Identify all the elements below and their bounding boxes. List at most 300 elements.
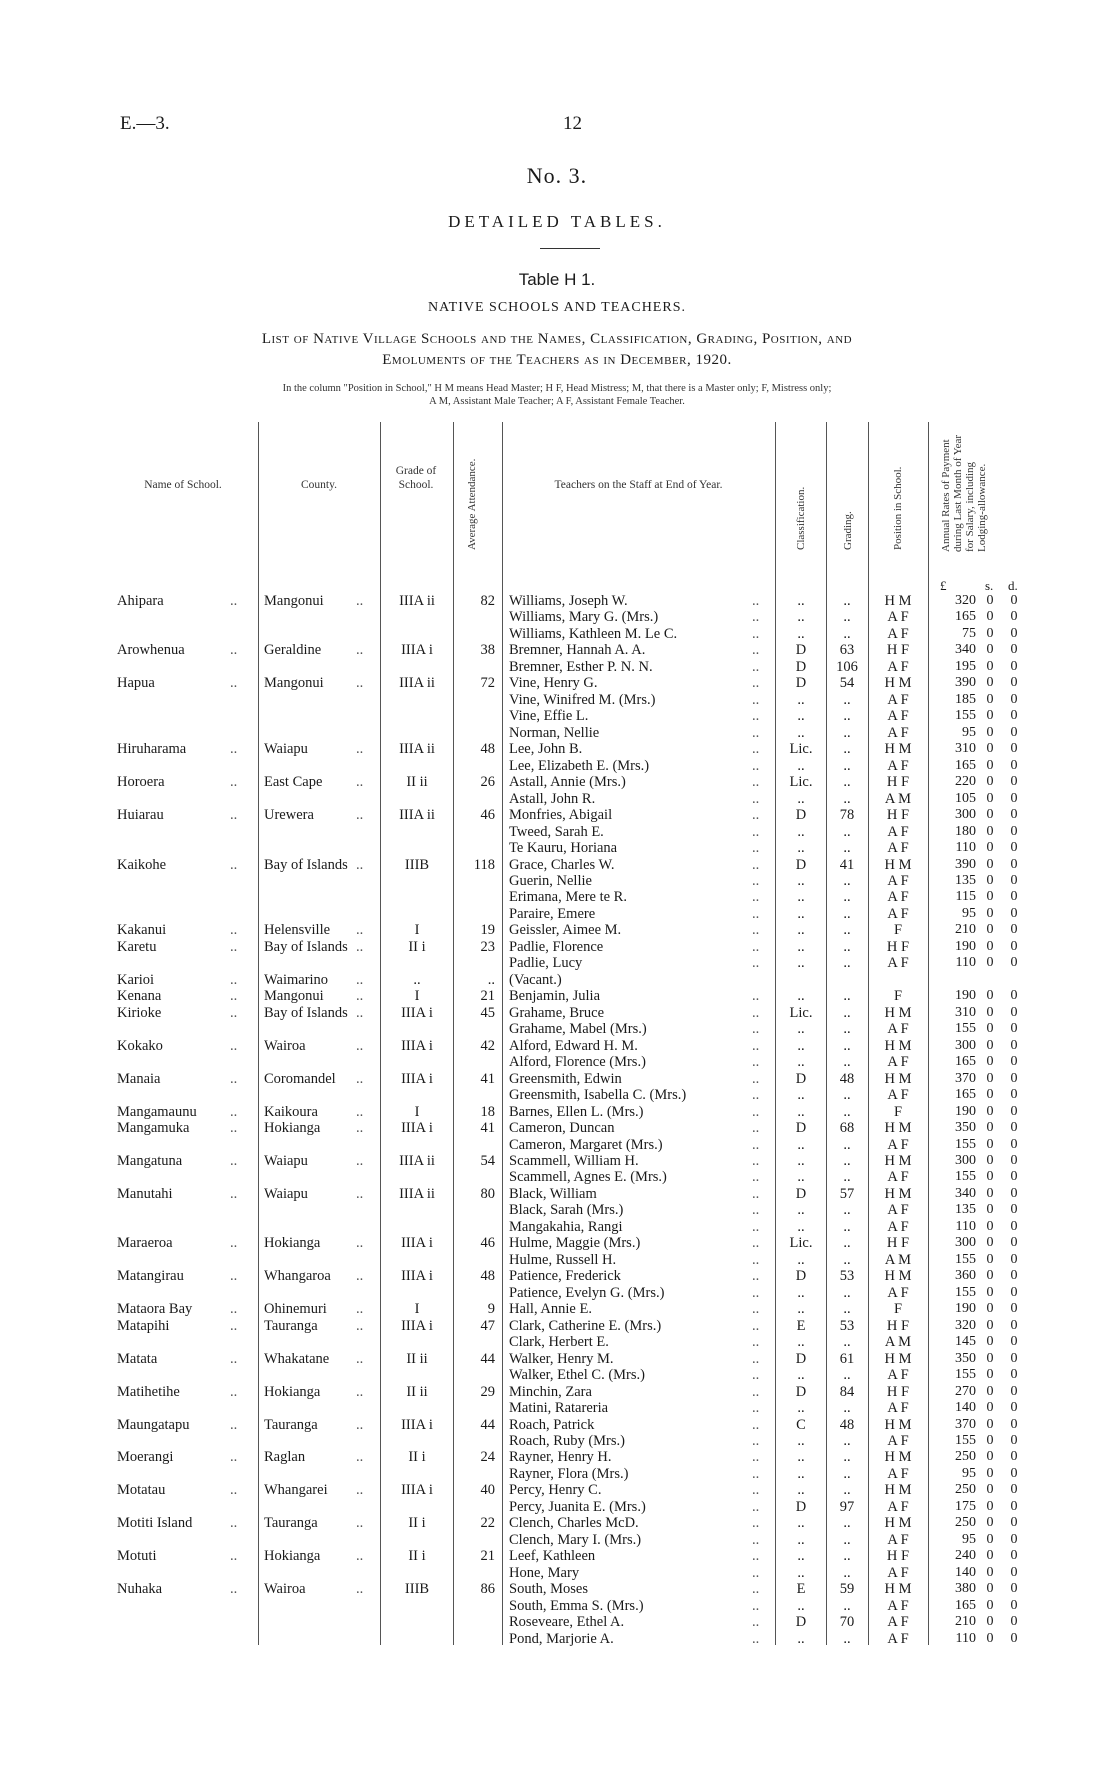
school-county: Bay of Islands: [264, 938, 348, 955]
teacher-name: Black, Sarah (Mrs.): [509, 1202, 624, 1219]
salary-pence: 0: [1010, 1383, 1018, 1399]
salary-shillings: 0: [986, 1400, 994, 1416]
school-county: Mangonui: [264, 593, 324, 609]
school-county: Coromandel: [264, 1070, 336, 1087]
teacher-position: A F: [887, 757, 909, 774]
leader-dots: ..: [752, 840, 760, 857]
teacher-classification: ..: [797, 1515, 805, 1532]
salary-shillings: 0: [986, 988, 994, 1004]
salary-shillings: 0: [986, 790, 994, 806]
salary-shillings: 0: [986, 1185, 994, 1201]
teacher-name: Hulme, Maggie (Mrs.): [509, 1235, 641, 1252]
teacher-classification: ..: [797, 922, 805, 939]
teacher-classification: ..: [797, 1087, 805, 1104]
school-attendance: ..: [487, 971, 495, 988]
school-attendance: 72: [480, 675, 495, 692]
teacher-classification: ..: [797, 1400, 805, 1417]
leader-dots: ..: [356, 741, 364, 758]
teacher-grading: ..: [843, 1284, 851, 1301]
school-attendance: 46: [480, 1235, 495, 1252]
salary-shillings: 0: [986, 691, 994, 707]
leader-dots: ..: [752, 1383, 760, 1400]
school-attendance: 118: [473, 856, 495, 873]
teacher-grading: ..: [843, 1054, 851, 1071]
salary-shillings: 0: [986, 1054, 994, 1070]
leader-dots: ..: [752, 1218, 760, 1235]
teacher-name: Scammell, Agnes E. (Mrs.): [509, 1169, 667, 1186]
leader-dots: ..: [752, 889, 760, 906]
school-grade: I: [414, 922, 420, 939]
teacher-grading: ..: [843, 1334, 851, 1351]
salary-pounds: 105: [955, 790, 976, 806]
teacher-classification: ..: [797, 1548, 805, 1565]
leader-dots: ..: [752, 1284, 760, 1301]
school-county: Waiapu: [264, 741, 308, 758]
leader-dots: ..: [752, 1367, 760, 1384]
teacher-name: Geissler, Aimee M.: [509, 922, 622, 939]
salary-pence: 0: [1010, 1120, 1018, 1136]
leader-dots: ..: [230, 1070, 238, 1087]
leader-dots: ..: [752, 1103, 760, 1120]
school-name: Huiarau: [117, 807, 164, 824]
teacher-position: H F: [886, 1317, 910, 1334]
leader-dots: ..: [752, 1037, 760, 1054]
teacher-position: A F: [887, 708, 909, 725]
salary-pence: 0: [1010, 774, 1018, 790]
teacher-classification: ..: [797, 1630, 805, 1647]
salary-pence: 0: [1010, 658, 1018, 674]
salary-shillings: 0: [986, 1070, 994, 1086]
teacher-position: A F: [887, 1284, 909, 1301]
leader-dots: ..: [752, 1432, 760, 1449]
teacher-name: Alford, Edward H. M.: [509, 1037, 638, 1054]
salary-shillings: 0: [986, 823, 994, 839]
school-name: Moerangi: [117, 1449, 174, 1466]
salary-pence: 0: [1010, 938, 1018, 954]
school-name: Nuhaka: [117, 1581, 163, 1598]
school-attendance: 42: [480, 1037, 495, 1054]
salary-pence: 0: [1010, 889, 1018, 905]
teacher-classification: ..: [797, 823, 805, 840]
teacher-position: H M: [884, 1416, 912, 1433]
salary-pounds: 115: [955, 889, 976, 905]
teacher-grading: ..: [843, 1301, 851, 1318]
salary-pounds: 135: [955, 1202, 976, 1218]
teacher-name: Vine, Henry G.: [509, 675, 598, 692]
teacher-position: A F: [887, 1169, 909, 1186]
salary-pence: 0: [1010, 1037, 1018, 1053]
leader-dots: ..: [356, 1004, 364, 1021]
school-county: Geraldine: [264, 642, 322, 659]
salary-shillings: 0: [986, 1218, 994, 1234]
teacher-classification: ..: [797, 1054, 805, 1071]
school-attendance: 45: [480, 1004, 495, 1021]
teacher-position: A F: [887, 1498, 909, 1515]
salary-shillings: 0: [986, 1548, 994, 1564]
salary-pence: 0: [1010, 1334, 1018, 1350]
teacher-position: A F: [887, 1465, 909, 1482]
salary-pence: 0: [1010, 741, 1018, 757]
leader-dots: ..: [752, 872, 760, 889]
leader-dots: ..: [752, 790, 760, 807]
teacher-position: H M: [884, 741, 912, 758]
school-attendance: 41: [480, 1120, 495, 1137]
teacher-classification: ..: [797, 840, 805, 857]
teacher-classification: ..: [797, 1482, 805, 1499]
teacher-name: Grahame, Mabel (Mrs.): [509, 1021, 647, 1038]
teacher-classification: ..: [797, 889, 805, 906]
leader-dots: ..: [752, 741, 760, 758]
teacher-position: H M: [884, 1350, 912, 1367]
teacher-position: H M: [884, 1515, 912, 1532]
salary-pence: 0: [1010, 1004, 1018, 1020]
school-county: Hokianga: [264, 1383, 321, 1400]
leader-dots: ..: [752, 1136, 760, 1153]
salary-shillings: 0: [986, 1465, 994, 1481]
teacher-grading: 41: [839, 856, 855, 873]
school-county: Bay of Islands: [264, 856, 348, 873]
leader-dots: ..: [752, 691, 760, 708]
teacher-position: H M: [884, 1185, 912, 1202]
school-county: Helensville: [264, 922, 331, 939]
salary-pounds: 155: [955, 1432, 976, 1448]
leader-dots: ..: [752, 1449, 760, 1466]
teacher-grading: 68: [839, 1120, 855, 1137]
teacher-classification: E: [796, 1581, 806, 1598]
teacher-classification: ..: [797, 708, 805, 725]
school-name: Matata: [117, 1350, 158, 1367]
salary-pence: 0: [1010, 823, 1018, 839]
leader-dots: ..: [752, 1021, 760, 1038]
teacher-grading: ..: [843, 1087, 851, 1104]
school-name: Matihetihe: [117, 1383, 180, 1400]
teacher-position: H M: [884, 1482, 912, 1499]
teacher-name: Bremner, Esther P. N. N.: [509, 658, 653, 675]
leader-dots: ..: [752, 1350, 760, 1367]
salary-pounds: 310: [955, 741, 976, 757]
school-attendance: 22: [480, 1515, 495, 1532]
teacher-grading: ..: [843, 823, 851, 840]
leader-dots: ..: [230, 1317, 238, 1334]
teacher-position: A F: [887, 1400, 909, 1417]
leader-dots: ..: [356, 1235, 364, 1252]
header-position: Position in School.: [892, 466, 904, 550]
teacher-name: Grace, Charles W.: [509, 856, 615, 873]
teacher-grading: 48: [839, 1070, 855, 1087]
salary-pence: 0: [1010, 1465, 1018, 1481]
teacher-position: A F: [887, 724, 909, 741]
leader-dots: ..: [752, 1301, 760, 1318]
teacher-classification: ..: [797, 988, 805, 1005]
salary-pounds: 320: [955, 1317, 976, 1333]
teacher-position: F: [893, 988, 903, 1005]
school-attendance: 29: [480, 1383, 495, 1400]
leader-dots: ..: [752, 1185, 760, 1202]
school-attendance: 21: [480, 988, 495, 1005]
school-name: Mangatuna: [117, 1152, 183, 1169]
salary-pounds: 250: [955, 1449, 976, 1465]
teacher-grading: 59: [839, 1581, 855, 1598]
leader-dots: ..: [752, 807, 760, 824]
teacher-grading: ..: [843, 1432, 851, 1449]
school-grade: II ii: [406, 1350, 428, 1367]
salary-pence: 0: [1010, 724, 1018, 740]
salary-pounds: 135: [955, 872, 976, 888]
leader-dots: ..: [230, 1037, 238, 1054]
teacher-position: H M: [884, 1037, 912, 1054]
salary-pence: 0: [1010, 1235, 1018, 1251]
leader-dots: ..: [230, 1416, 238, 1433]
school-grade: I: [414, 1103, 420, 1120]
salary-pounds: 370: [955, 1070, 976, 1086]
leader-dots: ..: [230, 971, 238, 988]
school-county: Hokianga: [264, 1548, 321, 1565]
teacher-position: A F: [887, 1630, 909, 1647]
teacher-classification: ..: [797, 790, 805, 807]
salary-pence: 0: [1010, 1515, 1018, 1531]
salary-pounds: 270: [955, 1383, 976, 1399]
leader-dots: ..: [230, 1515, 238, 1532]
teacher-name: Erimana, Mere te R.: [509, 889, 627, 906]
salary-shillings: 0: [986, 905, 994, 921]
school-county: Urewera: [264, 807, 314, 824]
teacher-name: Roseveare, Ethel A.: [509, 1614, 625, 1631]
salary-pence: 0: [1010, 1416, 1018, 1432]
salary-pounds: 360: [955, 1268, 976, 1284]
salary-pence: 0: [1010, 1103, 1018, 1119]
teacher-position: A F: [887, 609, 909, 626]
teacher-name: Rayner, Flora (Mrs.): [509, 1465, 629, 1482]
teacher-position: H F: [886, 1383, 910, 1400]
school-grade: IIIA ii: [399, 807, 435, 824]
teacher-position: A F: [887, 872, 909, 889]
column-rule: [826, 422, 827, 1645]
school-attendance: 24: [480, 1449, 495, 1466]
teacher-name: Walker, Henry M.: [509, 1350, 614, 1367]
leader-dots: ..: [356, 988, 364, 1005]
leader-dots: ..: [752, 593, 760, 609]
teacher-classification: ..: [797, 872, 805, 889]
leader-dots: ..: [752, 1169, 760, 1186]
salary-pounds: 210: [955, 922, 976, 938]
salary-shillings: 0: [986, 1630, 994, 1646]
salary-shillings: 0: [986, 1416, 994, 1432]
salary-shillings: 0: [986, 708, 994, 724]
salary-pounds: 110: [955, 1218, 976, 1234]
teacher-classification: ..: [797, 609, 805, 626]
header-classification: Classification.: [795, 486, 807, 550]
leader-dots: ..: [356, 922, 364, 939]
teacher-name: Williams, Kathleen M. Le C.: [509, 625, 678, 642]
teacher-name: Williams, Mary G. (Mrs.): [509, 609, 659, 626]
teacher-name: Greensmith, Isabella C. (Mrs.): [509, 1087, 687, 1104]
table-id: Table H 1.: [518, 270, 596, 289]
teacher-grading: 48: [839, 1416, 855, 1433]
teacher-grading: ..: [843, 872, 851, 889]
teacher-grading: 97: [839, 1498, 855, 1515]
school-attendance: 82: [480, 593, 495, 609]
leader-dots: ..: [356, 1581, 364, 1598]
salary-pence: 0: [1010, 1251, 1018, 1267]
salary-pence: 0: [1010, 1564, 1018, 1580]
teacher-classification: D: [795, 658, 807, 675]
teacher-position: A F: [887, 1367, 909, 1384]
teacher-name: Padlie, Florence: [509, 938, 604, 955]
school-county: Mangonui: [264, 675, 324, 692]
teacher-name: Matini, Ratareria: [509, 1400, 609, 1417]
salary-pounds: 250: [955, 1482, 976, 1498]
school-name: Kaikohe: [117, 856, 167, 873]
teacher-grading: ..: [843, 1021, 851, 1038]
salary-shillings: 0: [986, 1449, 994, 1465]
teacher-classification: D: [795, 856, 807, 873]
salary-shillings: 0: [986, 1367, 994, 1383]
teacher-name: Clench, Mary I. (Mrs.): [509, 1531, 642, 1548]
teacher-name: Paraire, Emere: [509, 905, 596, 922]
salary-pence: 0: [1010, 856, 1018, 872]
teacher-name: Hone, Mary: [509, 1564, 580, 1581]
school-grade: IIIB: [404, 856, 430, 873]
teacher-grading: ..: [843, 840, 851, 857]
teacher-name: Patience, Evelyn G. (Mrs.): [509, 1284, 665, 1301]
leader-dots: ..: [356, 856, 364, 873]
school-county: East Cape: [264, 774, 323, 791]
teacher-grading: ..: [843, 790, 851, 807]
teacher-position: A F: [887, 1531, 909, 1548]
school-grade: IIIA ii: [399, 1185, 435, 1202]
leader-dots: ..: [356, 1268, 364, 1285]
leader-dots: ..: [356, 774, 364, 791]
teacher-position: H M: [884, 1581, 912, 1598]
salary-shillings: 0: [986, 593, 994, 608]
teacher-grading: ..: [843, 1367, 851, 1384]
leader-dots: ..: [230, 1301, 238, 1318]
teacher-grading: 54: [839, 675, 855, 692]
leader-dots: ..: [752, 1614, 760, 1631]
leader-dots: ..: [752, 708, 760, 725]
school-name: Mataora Bay: [117, 1301, 193, 1318]
header-shillings: s.: [985, 578, 994, 593]
teacher-name: Alford, Florence (Mrs.): [509, 1054, 646, 1071]
leader-dots: ..: [752, 1564, 760, 1581]
leader-dots: ..: [230, 1004, 238, 1021]
school-grade: IIIA ii: [399, 1152, 435, 1169]
school-grade: ..: [413, 971, 421, 988]
salary-pence: 0: [1010, 1367, 1018, 1383]
salary-shillings: 0: [986, 1317, 994, 1333]
salary-shillings: 0: [986, 955, 994, 971]
leader-dots: ..: [356, 971, 364, 988]
school-county: Bay of Islands: [264, 1004, 348, 1021]
header-salary: Annual Rates of Payment during Last Month of Year for Salary, including Lodging-allowance.: [940, 434, 988, 552]
teacher-name: Grahame, Bruce: [509, 1004, 605, 1021]
salary-shillings: 0: [986, 922, 994, 938]
header-grading: Grading.: [842, 511, 854, 550]
teacher-name: Lee, John B.: [509, 741, 583, 758]
salary-shillings: 0: [986, 774, 994, 790]
column-rule: [928, 422, 929, 1645]
salary-shillings: 0: [986, 1597, 994, 1613]
teacher-classification: Lic.: [789, 774, 813, 791]
salary-pence: 0: [1010, 1185, 1018, 1201]
school-name: Kenana: [117, 988, 162, 1005]
header-county: County.: [301, 479, 337, 491]
school-name: Mangamuka: [117, 1120, 190, 1137]
school-grade: II ii: [406, 774, 428, 791]
salary-pounds: 320: [955, 593, 976, 608]
salary-pounds: 300: [955, 1152, 976, 1168]
teacher-classification: ..: [797, 1152, 805, 1169]
teacher-classification: D: [795, 642, 807, 659]
teacher-name: Pond, Marjorie A.: [509, 1630, 614, 1647]
teacher-classification: ..: [797, 938, 805, 955]
leader-dots: ..: [230, 741, 238, 758]
school-name: Mangamaunu: [117, 1103, 197, 1120]
salary-pounds: 340: [955, 1185, 976, 1201]
school-grade: II i: [408, 1449, 426, 1466]
leader-dots: ..: [356, 1301, 364, 1318]
salary-pounds: 95: [962, 724, 976, 740]
salary-pounds: 155: [955, 708, 976, 724]
teacher-grading: ..: [843, 774, 851, 791]
teacher-name: Cameron, Duncan: [509, 1120, 615, 1137]
leader-dots: ..: [230, 1103, 238, 1120]
school-grade: IIIA i: [401, 1482, 433, 1499]
school-grade: I: [414, 1301, 420, 1318]
leader-dots: ..: [752, 988, 760, 1005]
teacher-grading: ..: [843, 1548, 851, 1565]
teacher-name: Black, William: [509, 1185, 597, 1202]
teacher-name: Leef, Kathleen: [509, 1548, 596, 1565]
salary-pence: 0: [1010, 708, 1018, 724]
teacher-name: Vine, Winifred M. (Mrs.): [509, 691, 656, 708]
salary-pence: 0: [1010, 757, 1018, 773]
teacher-grading: ..: [843, 922, 851, 939]
salary-pence: 0: [1010, 1449, 1018, 1465]
teacher-classification: E: [796, 1317, 806, 1334]
teacher-position: A F: [887, 1054, 909, 1071]
teacher-name: (Vacant.): [509, 971, 562, 988]
teacher-grading: ..: [843, 889, 851, 906]
salary-shillings: 0: [986, 1614, 994, 1630]
teacher-position: H M: [884, 1152, 912, 1169]
teacher-name: Vine, Effie L.: [509, 708, 589, 725]
teacher-grading: 61: [839, 1350, 855, 1367]
leader-dots: ..: [752, 856, 760, 873]
school-grade: IIIA i: [401, 1037, 433, 1054]
salary-pence: 0: [1010, 840, 1018, 856]
school-county: Raglan: [264, 1449, 306, 1466]
school-name: Manutahi: [117, 1185, 173, 1202]
salary-pence: 0: [1010, 922, 1018, 938]
school-grade: II i: [408, 1515, 426, 1532]
leader-dots: ..: [356, 642, 364, 659]
leader-dots: ..: [230, 774, 238, 791]
salary-pounds: 390: [955, 675, 976, 691]
salary-pence: 0: [1010, 1021, 1018, 1037]
teacher-classification: D: [795, 1070, 807, 1087]
salary-shillings: 0: [986, 1482, 994, 1498]
teacher-name: Scammell, William H.: [509, 1152, 639, 1169]
teacher-grading: 78: [839, 807, 855, 824]
school-attendance: 26: [480, 774, 495, 791]
salary-pounds: 165: [955, 1597, 976, 1613]
leader-dots: ..: [752, 1317, 760, 1334]
page-number: 12: [563, 113, 582, 134]
school-county: Wairoa: [264, 1581, 306, 1598]
teacher-grading: ..: [843, 1482, 851, 1499]
header-grade: Grade of School.: [395, 465, 437, 491]
